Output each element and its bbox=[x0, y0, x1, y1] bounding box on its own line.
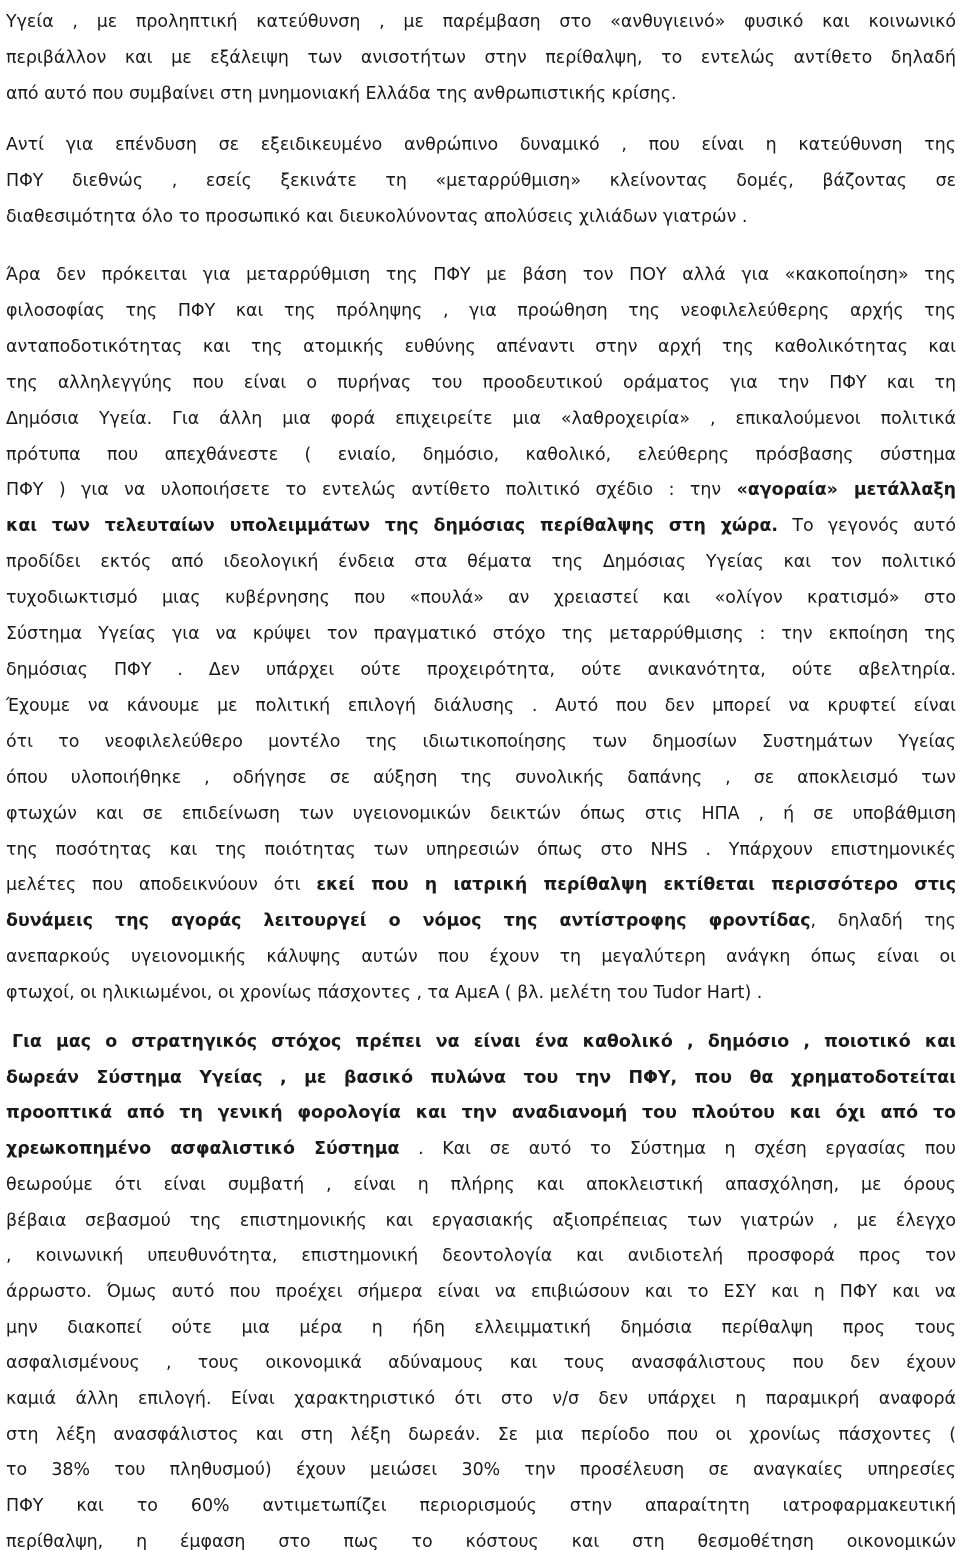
text-line: πρότυπα που απεχθάνεστε ( ενιαίο, δημόσιο, καθολικό, ελεύθερης πρόσβασης σύστημα bbox=[6, 444, 956, 465]
text-segment: . Και σε αυτό το Σύστημα η σχέση εργασίας που bbox=[399, 1139, 956, 1160]
text-line: ΠΦΥ διεθνώς , εσείς ξεκινάτε τη «μεταρρύθμιση» κλείνοντας δομές, βάζοντας σε bbox=[6, 171, 956, 191]
text-line: ασφαλισμένους , τους οικονομικά αδύναμους και τους ανασφάλιστους που δεν έχουν bbox=[6, 1353, 956, 1374]
text-line: ότι το νεοφιλελεύθερο μοντέλο της ιδιωτικοποίησης των δημοσίων Συστημάτων Υγείας bbox=[6, 731, 956, 752]
text-segment: , δηλαδή της bbox=[810, 911, 956, 932]
text-line bbox=[6, 473, 956, 509]
text-line: φιλοσοφίας της ΠΦΥ και της πρόληψης , για προώθηση της νεοφιλελεύθερης αρχής της bbox=[6, 300, 956, 321]
text-line bbox=[6, 904, 956, 940]
text-line: περιβάλλον και με εξάλειψη των ανισοτήτων στην περίθαλψη, το εντελώς αντίθετο δηλαδή bbox=[6, 48, 956, 68]
text-line: το 38% του πληθυσμού) έχουν μειώσει 30% την προσέλευση σε αναγκαίες υπηρεσίες bbox=[6, 1460, 956, 1481]
bold-text-line: Για μας ο στρατηγικός στόχος πρέπει να είναι ένα καθολικό , δημόσιο , ποιοτικό και bbox=[12, 1032, 956, 1052]
text-line: φτωχών και σε επιδείνωση των υγειονομικών δεικτών όπως στις ΗΠΑ , ή σε υποβάθμιση bbox=[6, 803, 956, 824]
bold-text: χρεωκοπημένο ασφαλιστικό Σύστημα bbox=[6, 1139, 400, 1160]
text-line: Σύστημα Υγείας για να κρύψει τον πραγματικό στόχο της μεταρρύθμισης : την εκποίηση της bbox=[6, 624, 956, 645]
text-segment: ΠΦΥ ) για να υλοποιήσετε το εντελώς αντίθετο πολιτικό σχέδιο : την bbox=[6, 480, 737, 501]
paragraph-3 bbox=[6, 258, 956, 1012]
text-line: στη λέξη ανασφάλιστος και στη λέξη δωρεάν. Σε μια περίοδο που οι χρονίως πάσχοντες ( bbox=[6, 1424, 956, 1445]
text-line: φτωχοί, οι ηλικιωμένοι, οι χρονίως πάσχοντες , τα ΑμεΑ ( βλ. μελέτη του Tudor Hart) . bbox=[6, 983, 763, 1004]
text-line: περίθαλψη, η έμφαση στο πως το κόστους και στη θεσμοθέτηση οικονομικών bbox=[6, 1531, 956, 1550]
paragraph-1 bbox=[6, 4, 956, 112]
text-line: Άρα δεν πρόκειται για μεταρρύθμιση της ΠΦΥ με βάση τον ΠΟΥ αλλά για «κακοποίηση» της bbox=[6, 265, 956, 285]
bold-text: και των τελευταίων υπολειμμάτων της δημόσιας περίθαλψης στη χώρα. bbox=[6, 516, 779, 537]
text-segment: μελέτες που αποδεικνύουν ότι bbox=[6, 875, 317, 896]
text-line: ΠΦΥ και το 60% αντιμετωπίζει περιορισμούς στην απαραίτητη ιατροφαρμακευτική bbox=[6, 1496, 956, 1517]
text-line: , κοινωνική υπευθυνότητα, επιστημονική δεοντολογία και ανιδιοτελή προσφορά προς τον bbox=[6, 1246, 956, 1267]
text-line: καμιά άλλη επιλογή. Είναι χαρακτηριστικό ότι στο ν/σ δεν υπάρχει η παραμικρή αναφορά bbox=[6, 1389, 956, 1410]
text-line: Υγεία , με προληπτική κατεύθυνση , με παρέμβαση στο «ανθυγιεινό» φυσικό και κοινωνικό bbox=[6, 12, 956, 32]
paragraph-4 bbox=[6, 1025, 956, 1550]
text-line: ανταποδοτικότητας και της ατομικής ευθύνης απέναντι στην αρχή της καθολικότητας και bbox=[6, 336, 956, 357]
text-line: Δημόσια Υγεία. Για άλλη μια φορά επιχειρείτε μια «λαθροχειρία» , επικαλούμενοι πολιτικά bbox=[6, 408, 956, 429]
text-line: Αντί για επένδυση σε εξειδικευμένο ανθρώπινο δυναμικό , που είναι η κατεύθυνση της bbox=[6, 135, 956, 155]
bold-text-line: δωρεάν Σύστημα Υγείας , με βασικό πυλώνα του την ΠΦΥ, που θα χρηματοδοτείται bbox=[6, 1067, 956, 1088]
text-line: άρρωστο. Όμως αυτό που προέχει σήμερα είναι να επιβιώσουν και το ΕΣΥ και η ΠΦΥ και να bbox=[6, 1281, 956, 1302]
text-line: δημόσιας ΠΦΥ . Δεν υπάρχει ούτε προχειρότητα, ούτε ανικανότητα, ούτε αβελτηρία. bbox=[6, 659, 956, 680]
bold-text-line: προοπτικά από τη γενική φορολογία και την αναδιανομή του πλούτου και όχι από το bbox=[6, 1103, 956, 1124]
text-segment: Το γεγονός αυτό bbox=[778, 516, 956, 537]
text-line: όπου υλοποιήθηκε , οδήγησε σε αύξηση της συνολικής δαπάνης , σε αποκλεισμό των bbox=[6, 767, 956, 788]
bold-text: εκεί που η ιατρική περίθαλψη εκτίθεται περισσότερο στις bbox=[316, 875, 956, 896]
paragraph-2 bbox=[6, 127, 956, 235]
bold-text: «αγοραία» μετάλλαξη bbox=[736, 480, 956, 501]
text-line: βέβαια σεβασμού της επιστημονικής και εργασιακής αξιοπρέπειας των γιατρών , με έλεγχο bbox=[6, 1210, 956, 1231]
text-line: τυχοδιωκτισμό μιας κυβέρνησης που «πουλά» αν χρειαστεί και «ολίγον κρατισμό» στο bbox=[6, 588, 956, 609]
text-line: Έχουμε να κάνουμε με πολιτική επιλογή διάλυσης . Αυτό που δεν μπορεί να κρυφτεί είναι bbox=[6, 695, 956, 716]
text-line bbox=[6, 1132, 956, 1168]
text-line bbox=[6, 509, 956, 545]
text-line: ανεπαρκούς υγειονομικής κάλυψης αυτών που έχουν τη μεγαλύτερη ανάγκη όπως είναι οι bbox=[6, 947, 956, 968]
text-line: διαθεσιμότητα όλο το προσωπικό και διευκολύνοντας απολύσεις χιλιάδων γιατρών . bbox=[6, 207, 748, 227]
text-line bbox=[6, 868, 956, 904]
text-line: θεωρούμε ότι είναι συμβατή , είναι η πλήρης και αποκλειστική απασχόληση, με όρους bbox=[6, 1174, 956, 1195]
text-line: προδίδει εκτός από ιδεολογική ένδεια στα θέματα της Δημόσιας Υγείας και τον πολιτικό bbox=[6, 552, 956, 573]
text-line: από αυτό που συμβαίνει στη μνημονιακή Ελλάδα της ανθρωπιστικής κρίσης. bbox=[6, 84, 677, 104]
text-line: μην διακοπεί ούτε μια μέρα η ήδη ελλειμματική δημόσια περίθαλψη προς τους bbox=[6, 1317, 956, 1338]
text-line: της αλληλεγγύης που είναι ο πυρήνας του προοδευτικού οράματος για την ΠΦΥ και τη bbox=[6, 372, 956, 393]
text-line: της ποσότητας και της ποιότητας των υπηρεσιών όπως στο NHS . Υπάρχουν επιστημονικές bbox=[6, 839, 956, 860]
bold-text: δυνάμεις της αγοράς λειτουργεί ο νόμος της αντίστροφης φροντίδας bbox=[6, 911, 811, 932]
